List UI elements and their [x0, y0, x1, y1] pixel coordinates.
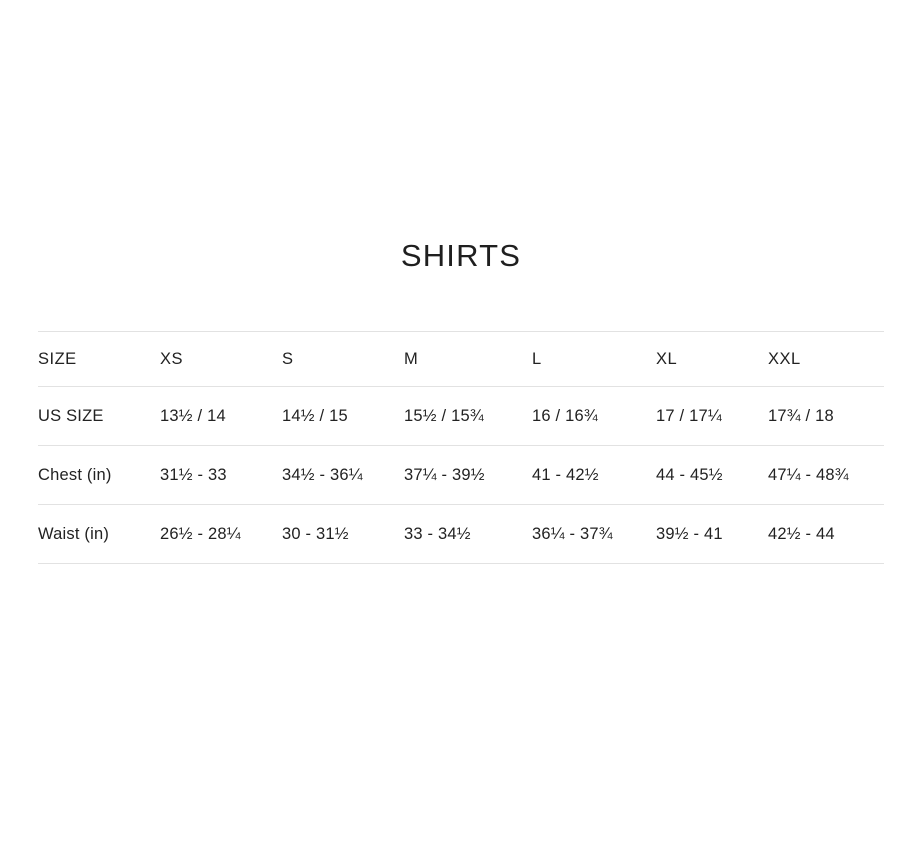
row-header-us-size: US SIZE	[38, 387, 160, 446]
cell-us-size-l: 16 / 16¾	[532, 387, 656, 446]
column-header-s: S	[282, 332, 404, 387]
column-header-l: L	[532, 332, 656, 387]
column-header-m: M	[404, 332, 532, 387]
cell-chest-xs: 31½ - 33	[160, 446, 282, 505]
cell-waist-xxl: 42½ - 44	[768, 505, 884, 564]
cell-chest-m: 37¼ - 39½	[404, 446, 532, 505]
cell-waist-s: 30 - 31½	[282, 505, 404, 564]
cell-chest-xl: 44 - 45½	[656, 446, 768, 505]
cell-waist-xl: 39½ - 41	[656, 505, 768, 564]
column-header-xxl: XXL	[768, 332, 884, 387]
table-header	[38, 332, 884, 387]
row-header-waist: Waist (in)	[38, 505, 160, 564]
column-header-xl: XL	[656, 332, 768, 387]
cell-us-size-s: 14½ / 15	[282, 387, 404, 446]
size-chart-container	[38, 331, 884, 564]
cell-us-size-xl: 17 / 17¼	[656, 387, 768, 446]
table-row	[38, 505, 884, 564]
column-header-xs: XS	[160, 332, 282, 387]
cell-us-size-m: 15½ / 15¾	[404, 387, 532, 446]
cell-waist-xs: 26½ - 28¼	[160, 505, 282, 564]
cell-chest-xxl: 47¼ - 48¾	[768, 446, 884, 505]
column-header-size: SIZE	[38, 332, 160, 387]
size-chart-table	[38, 331, 884, 564]
table-header-row	[38, 332, 884, 387]
cell-waist-l: 36¼ - 37¾	[532, 505, 656, 564]
table-body	[38, 387, 884, 564]
cell-waist-m: 33 - 34½	[404, 505, 532, 564]
table-row	[38, 446, 884, 505]
cell-us-size-xxl: 17¾ / 18	[768, 387, 884, 446]
cell-chest-s: 34½ - 36¼	[282, 446, 404, 505]
table-row	[38, 387, 884, 446]
cell-chest-l: 41 - 42½	[532, 446, 656, 505]
cell-us-size-xs: 13½ / 14	[160, 387, 282, 446]
row-header-chest: Chest (in)	[38, 446, 160, 505]
page-title: SHIRTS	[400, 238, 522, 273]
